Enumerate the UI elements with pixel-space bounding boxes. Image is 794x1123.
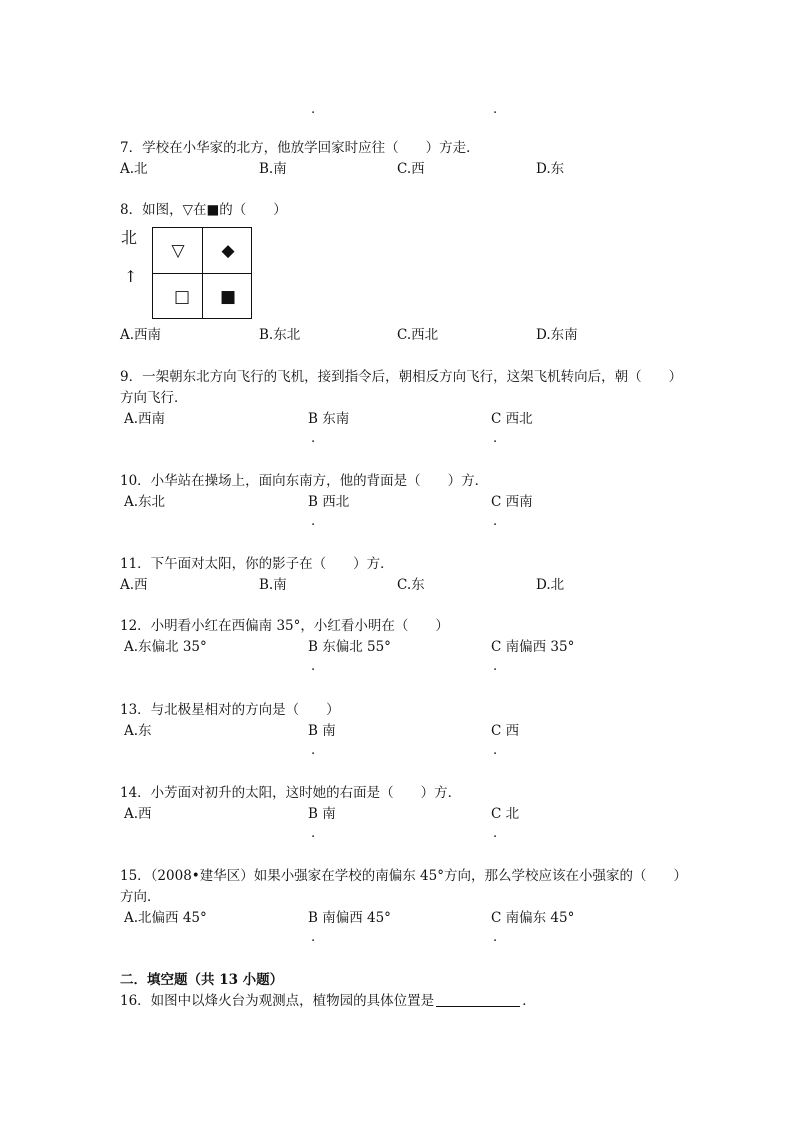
- q14-option-c[interactable]: C 北: [491, 806, 520, 822]
- north-label: 北: [121, 228, 138, 247]
- option-dot: .: [311, 659, 316, 674]
- q15-option-a[interactable]: A.北偏西 45°: [124, 910, 207, 926]
- section-title-fill-in: 二．填空题（共 13 小题）: [120, 972, 284, 988]
- grid-cell-triangle: ▽: [171, 241, 185, 261]
- q9-option-c[interactable]: C 西北: [491, 411, 533, 427]
- q7-option-a[interactable]: A.北: [120, 161, 148, 177]
- question-16-end: ．: [522, 993, 536, 1009]
- q7-option-c[interactable]: C.西: [397, 161, 425, 177]
- option-dot: .: [493, 514, 498, 529]
- grid-cell-black-square: ■: [219, 287, 237, 307]
- q7-option-b[interactable]: B.南: [259, 161, 287, 177]
- question-9-line1: 9．一架朝东北方向飞行的飞机，接到指令后，朝相反方向飞行，这架飞机转向后，朝（ ）: [120, 369, 683, 385]
- q11-option-a[interactable]: A.西: [120, 577, 148, 593]
- q9-option-b[interactable]: B 东南: [308, 411, 350, 427]
- q8-option-a[interactable]: A.西南: [120, 327, 162, 343]
- q11-option-d[interactable]: D.北: [536, 577, 565, 593]
- direction-grid-figure: [152, 227, 252, 319]
- question-13: 13．与北极星相对的方向是（ ）: [120, 702, 340, 718]
- question-15-line1: 15．（2008•建华区）如果小强家在学校的南偏东 45°方向，那么学校应该在小强家的（ ）: [120, 868, 687, 884]
- q8-option-c[interactable]: C.西北: [397, 327, 439, 343]
- question-9-line2: 方向飞行．: [120, 390, 188, 406]
- grid-cell-white-square: □: [173, 287, 191, 307]
- q7-option-d[interactable]: D.东: [536, 161, 565, 177]
- q9-option-a[interactable]: A.西南: [124, 411, 166, 427]
- q12-option-b[interactable]: B 东偏北 55°: [308, 639, 391, 655]
- option-dot: .: [311, 743, 316, 758]
- question-11: 11．下午面对太阳，你的影子在（ ）方．: [120, 556, 394, 572]
- q11-option-b[interactable]: B.南: [259, 577, 287, 593]
- q10-option-a[interactable]: A.东北: [124, 494, 166, 510]
- question-16-text: 16．如图中以烽火台为观测点，植物园的具体位置是: [120, 993, 435, 1009]
- q13-option-c[interactable]: C 西: [491, 723, 520, 739]
- option-dot: .: [493, 930, 498, 945]
- north-arrow-icon: ↑: [124, 267, 138, 286]
- q11-option-c[interactable]: C.东: [397, 577, 425, 593]
- option-dot: .: [493, 743, 498, 758]
- answer-blank[interactable]: [436, 992, 520, 1007]
- option-dot: .: [493, 659, 498, 674]
- question-10: 10．小华站在操场上，面向东南方，他的背面是（ ）方．: [120, 473, 489, 489]
- stray-dot: .: [493, 102, 498, 117]
- q13-option-b[interactable]: B 南: [308, 723, 336, 739]
- question-14: 14．小芳面对初升的太阳，这时她的右面是（ ）方．: [120, 785, 462, 801]
- question-8: 8．如图，▽在■的（ ）: [120, 202, 287, 218]
- option-dot: .: [311, 930, 316, 945]
- q14-option-a[interactable]: A.西: [124, 806, 152, 822]
- q12-option-c[interactable]: C 南偏西 35°: [491, 639, 575, 655]
- q8-option-b[interactable]: B.东北: [259, 327, 301, 343]
- question-15-line2: 方向．: [120, 889, 161, 905]
- option-dot: .: [311, 431, 316, 446]
- option-dot: .: [311, 514, 316, 529]
- q8-option-d[interactable]: D.东南: [536, 327, 578, 343]
- q13-option-a[interactable]: A.东: [124, 723, 152, 739]
- grid-cell-diamond: ◆: [221, 241, 235, 261]
- q15-option-c[interactable]: C 南偏东 45°: [491, 910, 575, 926]
- question-12: 12．小明看小红在西偏南 35°，小红看小明在（ ）: [120, 618, 449, 634]
- option-dot: .: [493, 826, 498, 841]
- q12-option-a[interactable]: A.东偏北 35°: [124, 639, 207, 655]
- stray-dot: .: [311, 102, 316, 117]
- q14-option-b[interactable]: B 南: [308, 806, 336, 822]
- option-dot: .: [311, 826, 316, 841]
- q10-option-c[interactable]: C 西南: [491, 494, 533, 510]
- q15-option-b[interactable]: B 南偏西 45°: [308, 910, 391, 926]
- option-dot: .: [493, 431, 498, 446]
- question-16: [120, 992, 536, 1010]
- question-7: 7．学校在小华家的北方，他放学回家时应往（ ）方走．: [120, 140, 480, 156]
- q10-option-b[interactable]: B 西北: [308, 494, 350, 510]
